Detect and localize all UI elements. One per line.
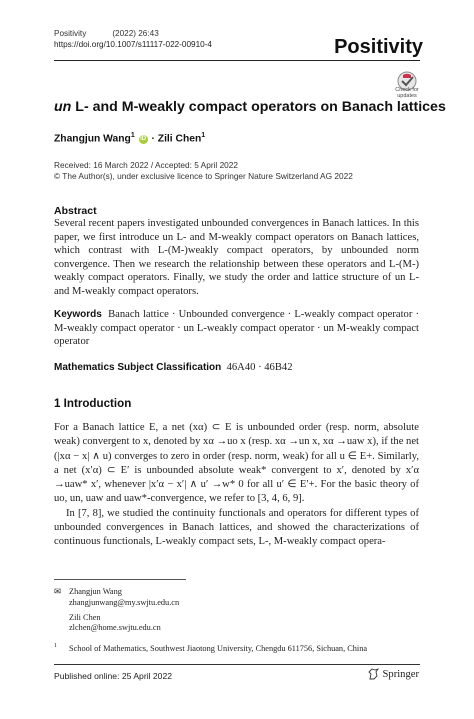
- introduction-body: [54, 421, 419, 550]
- keywords-text: Banach lattice · Unbounded convergence · L-weakly compact operator · M-weakly compact operator · un L-weakly compact operator · un M-weakly compact operator: [54, 309, 420, 347]
- msc-text: 46A40 · 46B42: [226, 362, 293, 373]
- published-date: Published online: 25 April 2022: [54, 671, 173, 681]
- intro-paragraph-2: In [7, 8], we studied the continuity functionals and operators for different types of unbounded convergences in Banach lattices, and showed the characterizations of continuous functionals, L-weakly compact sets, L-, M-weakly compact opera-: [54, 507, 419, 548]
- affiliation: $^1$ School of Mathematics, Southwest Jiaotong University, Chengdu 611756, Sichuan, China: [54, 643, 368, 653]
- footer-rule: [54, 664, 420, 665]
- keywords: [54, 308, 419, 349]
- email-link-2[interactable]: zlchen@home.swjtu.edu.cn: [69, 623, 161, 633]
- springer-horse-icon: [368, 668, 379, 680]
- journal-meta: [54, 29, 212, 50]
- envelope-icon: ✉: [54, 587, 61, 596]
- author-list: Zhangjun Wang$^1$ iD · Zili Chen$^1$: [54, 132, 206, 145]
- article-title: un L- and M-weakly compact operators on Banach lattices: [54, 99, 446, 115]
- orcid-icon[interactable]: iD: [140, 136, 147, 143]
- abstract-text: Several recent papers investigated unbounded convergences in Banach lattices. In this paper, we first introduce un L- and M-weakly compact operators on Banach lattices, which contrast with L-(M-)weakly compact operators, by unbounded norm convergence. Then we research the relationship between these operators and L-(M-) weakly compact operators. Finally, we study the order and lattice structure of un L- and M-weakly compact operators.: [54, 218, 419, 297]
- msc-label: Mathematics Subject Classification: [54, 362, 222, 373]
- publisher-logo: [368, 668, 419, 680]
- contact-name-1: Zhangjun Wang: [69, 587, 122, 596]
- contact-name-2: Zili Chen: [69, 612, 101, 622]
- keywords-label: Keywords: [54, 309, 102, 320]
- contact-block: [54, 587, 179, 634]
- check-for-updates-label: Check for updates: [395, 87, 419, 99]
- footnote-rule: [54, 579, 186, 580]
- received-accepted: Received: 16 March 2022 / Accepted: 5 April 2022: [54, 160, 239, 170]
- journal-name: Positivity: [334, 36, 423, 58]
- article-dates: [54, 160, 353, 182]
- author-2: · Zili Chen: [148, 133, 202, 145]
- publisher-name: Springer: [382, 668, 419, 680]
- intro-paragraph-1: For a Banach lattice E, a net (xα) ⊂ E is unbounded order (resp. norm, absolute weak) convergent to x, denoted by xα →uo x (resp. xα →un x, xα →uaw x), if the net (|xα − x| ∧ u) converges to zero in order (resp. norm, weak) for all u ∈ E+. Similarly, a net (x′α) ⊂ E′ is unbounded absolute weak* convergent to x′, denoted by x′α →uaw* x′, whenever |x′α − x′| ∧ u′ →w* 0 for all u′ ∈ E′+. For the basic theory of uo, un, uaw and uaw*-convergence, we refer to [3, 4, 6, 9].: [54, 422, 419, 505]
- msc: [54, 361, 419, 375]
- section-heading-introduction: 1 Introduction: [54, 397, 132, 410]
- header-rule: [54, 60, 420, 61]
- year-volume: (2022) 26:43: [112, 29, 159, 38]
- copyright-line: © The Author(s), under exclusive licence to Springer Nature Switzerland AG 2022: [54, 171, 353, 181]
- email-link-1[interactable]: zhangjunwang@my.swjtu.edu.cn: [69, 597, 180, 607]
- doi-link[interactable]: https://doi.org/10.1007/s11117-022-00910-4: [54, 39, 212, 49]
- author-1: Zhangjun Wang: [54, 133, 131, 145]
- journal-short: Positivity: [54, 29, 87, 38]
- abstract-heading: Abstract: [54, 205, 97, 217]
